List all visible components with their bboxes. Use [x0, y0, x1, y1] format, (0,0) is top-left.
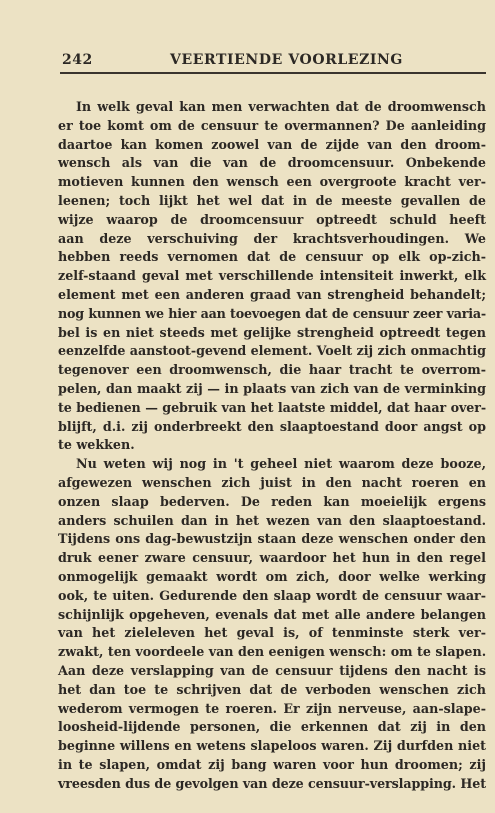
- text-line: motieven kunnen den wensch een overgroote kracht ver-: [58, 174, 486, 190]
- text-line: in te slapen, omdat zij bang waren voor hun droomen; zij: [58, 756, 486, 772]
- text-line: onzen slaap bederven. De reden kan moeielijk ergens: [58, 493, 486, 509]
- text-line: Nu weten wij nog in 't geheel niet waarom deze booze,: [76, 456, 486, 472]
- text-line: daartoe kan komen zoowel van de zijde van den droom-: [58, 136, 486, 152]
- text-line: beginne willens en wetens slapeloos waren. Zij durfden niet: [58, 738, 486, 754]
- text-line: pelen, dan maakt zij — in plaats van zich van de verminking: [58, 380, 486, 396]
- text-line: wederom vermogen te roeren. Er zijn nerveuse, aan-slape-: [58, 700, 486, 716]
- text-line: afgewezen wenschen zich juist in den nacht roeren en: [58, 474, 486, 490]
- text-line: te bedienen — gebruik van het laatste middel, dat haar over-: [58, 399, 486, 415]
- text-line: te wekken.: [58, 437, 135, 453]
- text-line: hebben reeds vernomen dat de censuur op elk op-zich-: [58, 249, 486, 265]
- text-line: onmogelijk gemaakt wordt om zich, door welke werking: [58, 568, 486, 584]
- text-line: eenzelfde aanstoot-gevend element. Voelt zij zich onmachtig: [58, 343, 486, 359]
- body-text: [58, 98, 486, 793]
- header-rule: [60, 72, 486, 74]
- text-line: element met een anderen graad van strengheid behandelt;: [58, 286, 486, 302]
- running-header: [62, 52, 484, 70]
- text-line: bel is en niet steeds met gelijke strengheid optreedt tegen: [58, 324, 486, 340]
- text-line: nog kunnen we hier aan toevoegen dat de censuur zeer varia-: [58, 305, 486, 321]
- text-line: Tijdens ons dag-bewustzijn staan deze wenschen onder den: [58, 531, 486, 547]
- text-line: druk eener zware censuur, waardoor het hun in den regel: [58, 550, 486, 566]
- text-line: Aan deze verslapping van de censuur tijdens den nacht is: [58, 662, 486, 678]
- text-line: anders schuilen dan in het wezen van den slaaptoestand.: [58, 512, 486, 528]
- text-line: er toe komt om de censuur te overmannen? De aanleiding: [58, 117, 486, 133]
- text-line: loosheid-lijdende personen, die erkennen dat zij in den: [58, 719, 486, 735]
- page-number: 242: [62, 52, 93, 68]
- text-line: zelf-staand geval met verschillende intensiteit inwerkt, elk: [58, 268, 486, 284]
- text-line: leenen; toch lijkt het wel dat in de meeste gevallen de: [58, 192, 486, 208]
- text-line: wijze waarop de droomcensuur optreedt schuld heeft: [58, 211, 486, 227]
- text-line: wensch als van die van de droomcensuur. Onbekende: [58, 155, 486, 171]
- text-line: In welk geval kan men verwachten dat de droomwensch: [76, 99, 486, 114]
- text-line: aan deze verschuiving der krachtsverhoudingen. We: [58, 230, 486, 246]
- running-title: VEERTIENDE VOORLEZING: [170, 52, 403, 68]
- text-line: vreesden dus de gevolgen van deze censuur-verslapping. Het: [58, 775, 486, 791]
- text-line: tegenover een droomwensch, die haar tracht te overrom-: [58, 362, 486, 378]
- text-line: van het zieleleven het geval is, of tenminste sterk ver-: [58, 625, 486, 641]
- text-line: ook, te uiten. Gedurende den slaap wordt de censuur waar-: [58, 587, 486, 603]
- text-line: blijft, d.i. zij onderbreekt den slaaptoestand door angst op: [58, 418, 486, 434]
- text-line: het dan toe te schrijven dat de verboden wenschen zich: [58, 681, 486, 697]
- text-line: zwakt, ten voordeele van den eenigen wensch: om te slapen.: [58, 644, 487, 660]
- text-line: schijnlijk opgeheven, evenals dat met alle andere belangen: [58, 606, 486, 622]
